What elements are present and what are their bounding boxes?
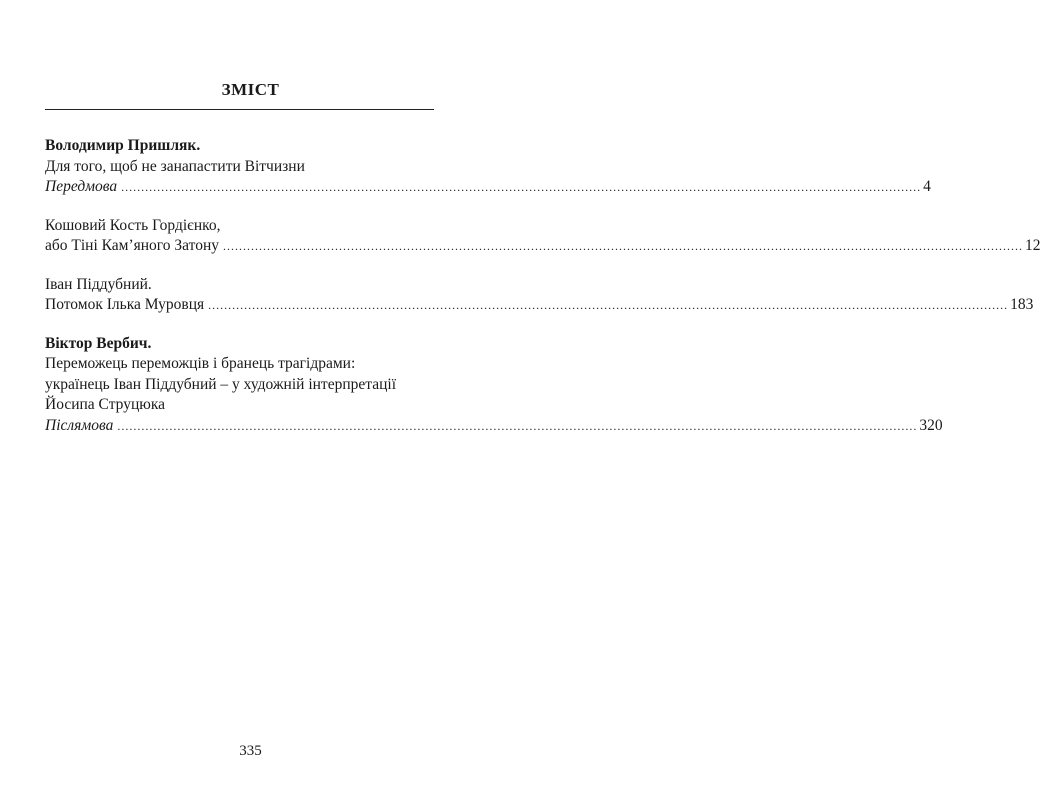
toc-page-number: 183 (1010, 296, 1034, 313)
toc-author: Віктор Вербич. (45, 334, 152, 352)
toc-title-line: Іван Піддубний. (45, 275, 152, 293)
toc-leader-line (45, 416, 943, 437)
toc-leader-line (45, 236, 1041, 257)
toc-title-line: Кошовий Кость Гордієнко, (45, 216, 221, 234)
toc-leader-line (45, 177, 931, 198)
toc-title-line: Для того, щоб не занапастити Вітчизни (45, 157, 305, 175)
toc-entry (45, 334, 943, 437)
dot-leader: ........................................................................................................................................................................................................ (208, 298, 1009, 312)
dot-leader: ........................................................................................................................................................................................................ (223, 239, 1024, 253)
toc-page-number: 4 (923, 178, 931, 195)
toc-author: Володимир Пришляк. (45, 137, 201, 154)
contents-heading: ЗМІСТ (221, 80, 280, 99)
toc-leader-line (45, 295, 1034, 316)
dot-leader: ........................................................................................................................................................................................................ (117, 418, 918, 433)
heading-rule (45, 109, 434, 110)
toc-section-label: Післямова (45, 416, 114, 434)
toc-page-number: 320 (919, 416, 943, 434)
dot-leader: ........................................................................................................................................................................................................ (121, 180, 922, 194)
toc-title-label: Потомок Ілька Муровця (45, 296, 205, 313)
toc-section-label: Передмова (45, 178, 118, 195)
toc-page-number: 12 (1025, 237, 1041, 254)
toc-title-line: Переможець переможців і бранець трагідрами: (45, 355, 356, 372)
page-number: 335 (239, 743, 262, 759)
toc-title-line: українець Іван Піддубний – у художній інтерпретації (45, 375, 397, 393)
table-of-contents (45, 136, 1041, 454)
toc-title-line: Йосипа Струцюка (45, 396, 165, 413)
toc-title-label: або Тіні Кам’яного Затону (45, 237, 220, 254)
toc-entry (45, 216, 1041, 257)
toc-entry (45, 136, 931, 198)
toc-entry (45, 275, 1034, 316)
